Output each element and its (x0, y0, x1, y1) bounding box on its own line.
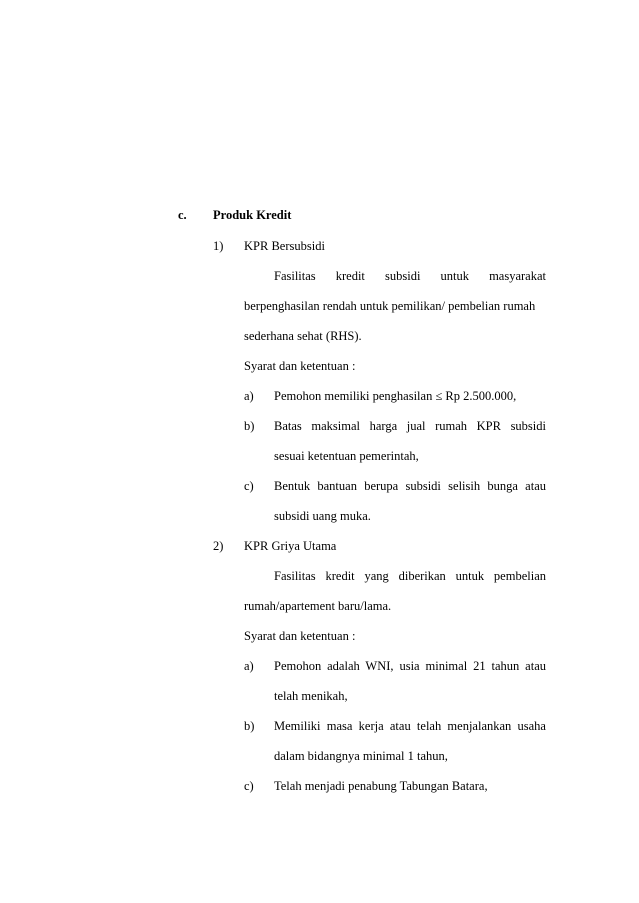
term-line: Bentuk bantuan berupa subsidi selisih bunga atau (274, 479, 546, 493)
term-marker: a) (244, 659, 254, 673)
description-word: untuk (440, 269, 469, 283)
term-line: Pemohon memiliki penghasilan ≤ Rp 2.500.000, (274, 389, 517, 403)
item-description-line: berpenghasilan rendah untuk pemilikan/ pembelian rumah (244, 299, 536, 313)
item-description-line: sederhana sehat (RHS). (244, 329, 362, 343)
term-marker: b) (244, 719, 255, 733)
item-title: KPR Griya Utama (244, 539, 337, 553)
term-line: dalam bidangnya minimal 1 tahun, (274, 749, 448, 763)
term-line: subsidi uang muka. (274, 509, 371, 523)
term-line: Telah menjadi penabung Tabungan Batara, (274, 779, 488, 793)
item-description-line (274, 268, 546, 284)
term-marker: b) (244, 419, 255, 433)
term-marker: a) (244, 389, 254, 403)
term-marker: c) (244, 779, 254, 793)
term-line: Memiliki masa kerja atau telah menjalankan usaha (274, 719, 546, 733)
section-marker: c. (178, 208, 187, 222)
description-word: kredit (335, 269, 365, 283)
description-word: masyarakat (489, 269, 546, 283)
item-description-line: rumah/apartement baru/lama. (244, 599, 392, 613)
description-word: subsidi (385, 269, 421, 283)
term-line: Batas maksimal harga jual rumah KPR subsidi (274, 419, 546, 433)
item-number: 2) (213, 539, 224, 553)
description-word: Fasilitas (274, 269, 316, 283)
item-description-line: Fasilitas kredit yang diberikan untuk pembelian (274, 569, 546, 583)
term-line: Pemohon adalah WNI, usia minimal 21 tahun atau (274, 659, 546, 673)
item-number: 1) (213, 239, 224, 253)
section-title: Produk Kredit (213, 208, 292, 222)
terms-heading: Syarat dan ketentuan : (244, 359, 356, 373)
item-title: KPR Bersubsidi (244, 239, 325, 253)
terms-heading: Syarat dan ketentuan : (244, 629, 356, 643)
term-line: sesuai ketentuan pemerintah, (274, 449, 419, 463)
term-marker: c) (244, 479, 254, 493)
term-line: telah menikah, (274, 689, 348, 703)
